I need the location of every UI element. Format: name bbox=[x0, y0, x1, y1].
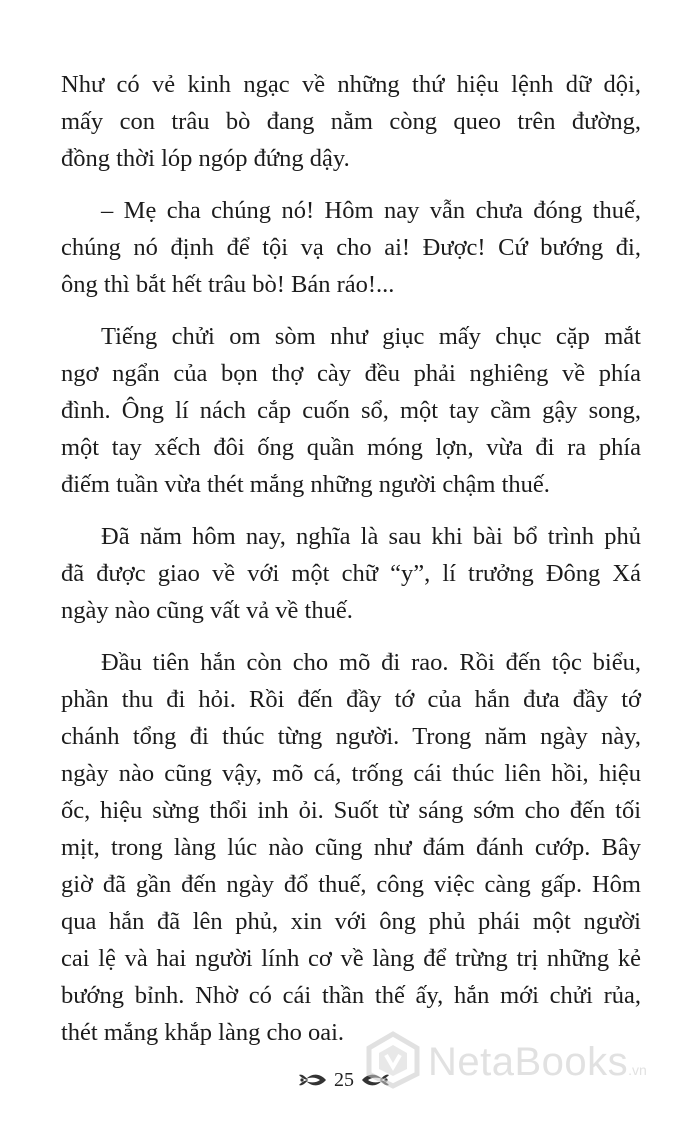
text-line: qua hắn đã lên phủ, xin với ông phủ phái một người bbox=[61, 908, 641, 935]
text-line: một tay xếch đôi ống quần móng lợn, vừa đi ra phía bbox=[61, 434, 641, 461]
paragraph bbox=[61, 644, 641, 1051]
page-body bbox=[61, 66, 641, 1066]
paragraph bbox=[61, 66, 641, 177]
text-line: phần thu đi hỏi. Rồi đến đầy tớ của hắn đưa đầy tớ bbox=[61, 686, 641, 713]
text-line: cai lệ và hai người lính cơ về làng để trừng trị những kẻ bbox=[61, 945, 641, 972]
text-line: chánh tổng đi thúc từng người. Trong năm ngày này, bbox=[61, 723, 641, 750]
text-line: chúng nó định để tội vạ cho ai! Được! Cứ bướng đi, bbox=[61, 234, 641, 261]
text-line: Đầu tiên hắn còn cho mõ đi rao. Rồi đến tộc biểu, bbox=[101, 649, 641, 676]
page-number: 25 bbox=[334, 1068, 354, 1091]
text-line: ông thì bắt hết trâu bò! Bán ráo!... bbox=[61, 271, 395, 298]
paragraph bbox=[61, 192, 641, 303]
text-line: ngơ ngẩn của bọn thợ cày đều phải nghiêng về phía bbox=[61, 360, 641, 387]
text-line: Như có vẻ kinh ngạc về những thứ hiệu lệnh dữ dội, bbox=[61, 71, 641, 98]
text-line: thét mắng khắp làng cho oai. bbox=[61, 1019, 345, 1046]
text-line: giờ đã gần đến ngày đổ thuế, công việc càng gấp. Hôm bbox=[61, 871, 641, 898]
paragraph bbox=[61, 518, 641, 629]
netabooks-logo-icon bbox=[364, 1031, 422, 1094]
watermark-suffix: .vn bbox=[628, 1062, 647, 1078]
text-line: đã được giao về với một chữ “y”, lí trưởng Đông Xá bbox=[61, 560, 641, 587]
leaf-flourish-icon bbox=[298, 1069, 328, 1091]
text-line: – Mẹ cha chúng nó! Hôm nay vẫn chưa đóng thuế, bbox=[101, 197, 641, 224]
text-line: đồng thời lóp ngóp đứng dậy. bbox=[61, 145, 350, 172]
watermark bbox=[364, 1032, 647, 1092]
text-line: ốc, hiệu sừng thổi inh ỏi. Suốt từ sáng sớm cho đến tối bbox=[61, 797, 641, 824]
text-line: đình. Ông lí nách cắp cuốn sổ, một tay cầm gậy song, bbox=[61, 397, 641, 424]
paragraph bbox=[61, 318, 641, 503]
text-line: Tiếng chửi om sòm như giục mấy chục cặp mắt bbox=[101, 323, 641, 350]
watermark-brand: NetaBooks bbox=[428, 1039, 629, 1084]
text-line: ngày nào cũng vất vả về thuế. bbox=[61, 597, 353, 624]
text-line: bướng bỉnh. Nhờ có cái thần thế ấy, hắn mới chửi rủa, bbox=[61, 982, 641, 1009]
text-line: mấy con trâu bò đang nằm còng queo trên đường, bbox=[61, 108, 641, 135]
text-line: điếm tuần vừa thét mắng những người chậm thuế. bbox=[61, 471, 550, 498]
text-line: ngày nào cũng vậy, mõ cá, trống cái thúc liên hồi, hiệu bbox=[61, 760, 641, 787]
text-line: mịt, trong làng lúc nào cũng như đám đánh cướp. Bây bbox=[61, 834, 641, 861]
text-line: Đã năm hôm nay, nghĩa là sau khi bài bổ trình phủ bbox=[101, 523, 641, 550]
